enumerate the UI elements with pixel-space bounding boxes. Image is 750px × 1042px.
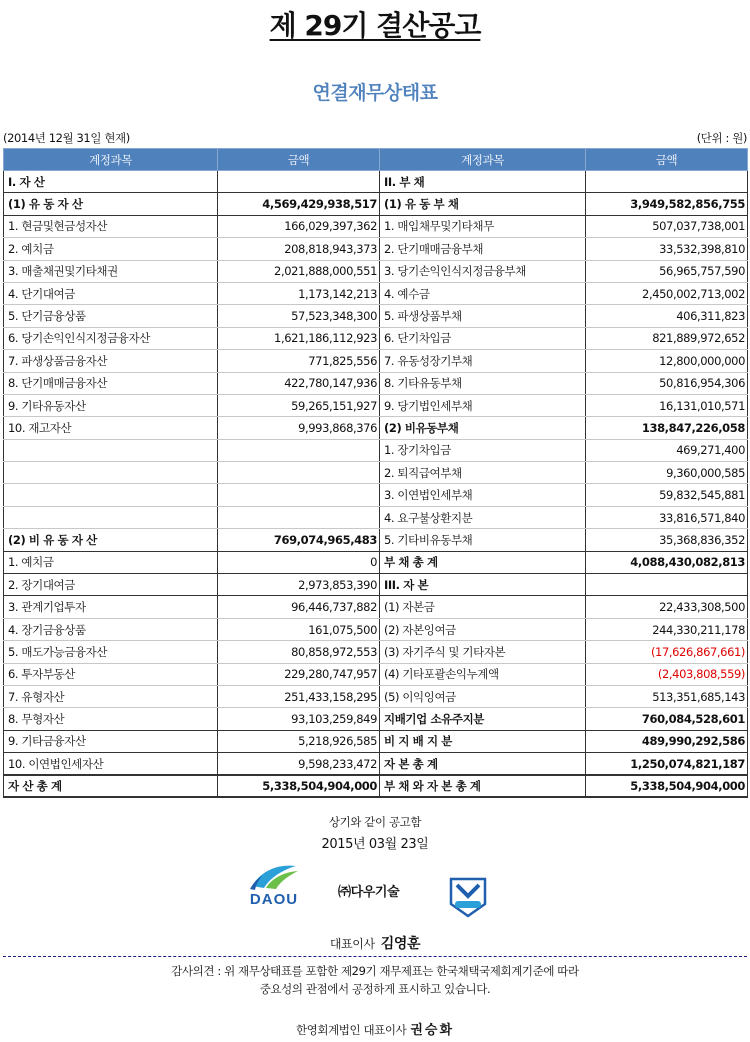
liability-account-cell: 2. 퇴직급여부채 bbox=[380, 462, 586, 484]
daou-logo-text: DAOU bbox=[249, 891, 299, 908]
liability-amount-cell: 760,084,528,601 bbox=[586, 708, 748, 730]
table-row bbox=[4, 753, 748, 775]
table-row bbox=[4, 417, 748, 439]
liability-account-cell: (3) 자기주식 및 기타자본 bbox=[380, 641, 586, 663]
asset-account-cell: 1. 예치금 bbox=[4, 551, 218, 573]
liability-account-cell: 5. 파생상품부채 bbox=[380, 305, 586, 327]
table-row bbox=[4, 618, 748, 640]
liability-account-cell: (2) 자본잉여금 bbox=[380, 618, 586, 640]
table-header-row bbox=[4, 149, 748, 171]
asset-amount-cell: 59,265,151,927 bbox=[218, 394, 380, 416]
asset-account-cell: (2) 비 유 동 자 산 bbox=[4, 529, 218, 551]
liability-account-cell: 7. 유동성장기부채 bbox=[380, 350, 586, 372]
table-row bbox=[4, 730, 748, 752]
liability-amount-cell: 469,271,400 bbox=[586, 439, 748, 461]
liability-amount-cell: 56,965,757,590 bbox=[586, 260, 748, 282]
asset-account-cell: (1) 유 동 자 산 bbox=[4, 193, 218, 215]
daou-swoosh-icon bbox=[244, 862, 304, 892]
table-row bbox=[4, 439, 748, 461]
company-seal-icon bbox=[447, 876, 489, 918]
liability-account-cell: 1. 매입채무및기타채무 bbox=[380, 215, 586, 237]
liability-account-cell: 6. 단기차입금 bbox=[380, 327, 586, 349]
liability-account-cell: 1. 장기차입금 bbox=[380, 439, 586, 461]
page-title: 제 29기 결산공고 bbox=[269, 9, 481, 42]
asset-account-cell: 2. 예치금 bbox=[4, 238, 218, 260]
liability-account-cell: 지배기업 소유주지분 bbox=[380, 708, 586, 730]
table-row bbox=[4, 215, 748, 237]
audit-opinion-line-1: 감사의견 : 위 재무상태표를 포함한 제29기 재무제표는 한국채택국제회계기준에 따라 bbox=[171, 964, 579, 978]
asset-account-cell bbox=[4, 439, 218, 461]
asset-amount-cell: 771,825,556 bbox=[218, 350, 380, 372]
liability-account-cell: (1) 자본금 bbox=[380, 596, 586, 618]
liability-account-cell: 5. 기타비유동부채 bbox=[380, 529, 586, 551]
auditor-firm: 한영회계법인 대표이사 bbox=[295, 1023, 407, 1037]
asset-account-cell: 3. 매출채권및기타채권 bbox=[4, 260, 218, 282]
liability-account-cell: 4. 예수금 bbox=[380, 282, 586, 304]
liability-amount-cell: 33,816,571,840 bbox=[586, 506, 748, 528]
asset-account-cell: 4. 단기대여금 bbox=[4, 282, 218, 304]
liability-amount-cell: 489,990,292,586 bbox=[586, 730, 748, 752]
liability-amount-cell: 821,889,972,652 bbox=[586, 327, 748, 349]
liability-account-cell: (2) 비유동부채 bbox=[380, 417, 586, 439]
table-row bbox=[4, 708, 748, 730]
asset-account-cell bbox=[4, 484, 218, 506]
asset-amount-cell bbox=[218, 484, 380, 506]
table-row bbox=[4, 305, 748, 327]
liability-account-cell: 부 채 총 계 bbox=[380, 551, 586, 573]
asset-account-cell bbox=[4, 506, 218, 528]
asset-amount-cell: 5,218,926,585 bbox=[218, 730, 380, 752]
asset-amount-cell: 9,598,233,472 bbox=[218, 753, 380, 775]
liability-account-cell: 자 본 총 계 bbox=[380, 753, 586, 775]
audit-opinion-line-2: 중요성의 관점에서 공정하게 표시하고 있습니다. bbox=[259, 982, 491, 996]
liability-account-cell: 3. 이연법인세부채 bbox=[380, 484, 586, 506]
header-account-right: 계정과목 bbox=[380, 149, 586, 171]
auditor-line bbox=[0, 1019, 750, 1038]
liability-amount-cell: 9,360,000,585 bbox=[586, 462, 748, 484]
logo-row bbox=[0, 862, 750, 922]
liability-amount-cell: 513,351,685,143 bbox=[586, 685, 748, 707]
table-row bbox=[4, 193, 748, 215]
asset-amount-cell: 80,858,972,553 bbox=[218, 641, 380, 663]
asset-account-cell: 5. 매도가능금융자산 bbox=[4, 641, 218, 663]
asset-amount-cell: 769,074,965,483 bbox=[218, 529, 380, 551]
liability-amount-cell: 35,368,836,352 bbox=[586, 529, 748, 551]
asset-amount-cell: 161,075,500 bbox=[218, 618, 380, 640]
asset-account-cell: 10. 이연법인세자산 bbox=[4, 753, 218, 775]
header-account-left: 계정과목 bbox=[4, 149, 218, 171]
table-row bbox=[4, 171, 748, 193]
asset-account-cell: 2. 장기대여금 bbox=[4, 574, 218, 596]
table-row bbox=[4, 596, 748, 618]
asset-account-cell: 7. 유형자산 bbox=[4, 685, 218, 707]
ceo-line bbox=[0, 933, 750, 953]
audit-opinion bbox=[0, 962, 750, 998]
table-row bbox=[4, 775, 748, 797]
asset-amount-cell: 208,818,943,373 bbox=[218, 238, 380, 260]
table-row bbox=[4, 238, 748, 260]
statement-subtitle: 연결재무상태표 bbox=[312, 82, 438, 104]
asset-amount-cell: 5,338,504,904,000 bbox=[218, 775, 380, 797]
asset-amount-cell bbox=[218, 439, 380, 461]
liability-account-cell: 4. 요구불상환지분 bbox=[380, 506, 586, 528]
liability-amount-cell: 1,250,074,821,187 bbox=[586, 753, 748, 775]
liability-account-cell: 2. 단기매매금융부채 bbox=[380, 238, 586, 260]
asset-amount-cell: 229,280,747,957 bbox=[218, 663, 380, 685]
table-row bbox=[4, 685, 748, 707]
asset-amount-cell: 166,029,397,362 bbox=[218, 215, 380, 237]
ceo-name: 김영훈 bbox=[380, 936, 421, 952]
liability-amount-cell: (17,626,867,661) bbox=[586, 641, 748, 663]
asset-amount-cell: 422,780,147,936 bbox=[218, 372, 380, 394]
asset-amount-cell: 93,103,259,849 bbox=[218, 708, 380, 730]
asset-amount-cell bbox=[218, 462, 380, 484]
liability-amount-cell: 4,088,430,082,813 bbox=[586, 551, 748, 573]
asset-account-cell: 6. 당기손익인식지정금융자산 bbox=[4, 327, 218, 349]
asset-account-cell: 1. 현금및현금성자산 bbox=[4, 215, 218, 237]
liability-account-cell: II. 부 채 bbox=[380, 171, 586, 193]
liability-account-cell: 3. 당기손익인식지정금융부채 bbox=[380, 260, 586, 282]
asset-account-cell: 9. 기타금융자산 bbox=[4, 730, 218, 752]
asset-account-cell: 8. 단기매매금융자산 bbox=[4, 372, 218, 394]
table-body bbox=[4, 171, 748, 798]
table-row bbox=[4, 462, 748, 484]
auditor-name: 권승화 bbox=[410, 1023, 455, 1038]
table-row bbox=[4, 663, 748, 685]
liability-amount-cell: 50,816,954,306 bbox=[586, 372, 748, 394]
table-row bbox=[4, 394, 748, 416]
unit-label: (단위 : 원) bbox=[696, 131, 747, 145]
balance-sheet-table bbox=[3, 148, 748, 798]
liability-account-cell: 비 지 배 지 분 bbox=[380, 730, 586, 752]
asset-amount-cell: 9,993,868,376 bbox=[218, 417, 380, 439]
table-row bbox=[4, 282, 748, 304]
table-row bbox=[4, 574, 748, 596]
liability-amount-cell: (2,403,808,559) bbox=[586, 663, 748, 685]
asset-amount-cell: 1,173,142,213 bbox=[218, 282, 380, 304]
table-row bbox=[4, 372, 748, 394]
statement-note: 상기와 같이 공고함 bbox=[328, 815, 422, 829]
table-row bbox=[4, 327, 748, 349]
liability-amount-cell: 16,131,010,571 bbox=[586, 394, 748, 416]
dashed-divider bbox=[3, 956, 747, 957]
asset-account-cell: 5. 단기금융상품 bbox=[4, 305, 218, 327]
asset-amount-cell bbox=[218, 171, 380, 193]
liability-amount-cell: 22,433,308,500 bbox=[586, 596, 748, 618]
table-row bbox=[4, 350, 748, 372]
table-row bbox=[4, 506, 748, 528]
liability-amount-cell bbox=[586, 574, 748, 596]
table-row bbox=[4, 641, 748, 663]
asset-amount-cell: 251,433,158,295 bbox=[218, 685, 380, 707]
liability-amount-cell: 138,847,226,058 bbox=[586, 417, 748, 439]
asset-account-cell: 자 산 총 계 bbox=[4, 775, 218, 797]
asset-amount-cell: 57,523,348,300 bbox=[218, 305, 380, 327]
meta-row bbox=[3, 130, 747, 146]
table-row bbox=[4, 260, 748, 282]
liability-account-cell: 9. 당기법인세부채 bbox=[380, 394, 586, 416]
asset-account-cell: 8. 무형자산 bbox=[4, 708, 218, 730]
liability-account-cell: (5) 이익잉여금 bbox=[380, 685, 586, 707]
company-name: ㈜다우기술 bbox=[338, 885, 400, 900]
asset-amount-cell: 2,973,853,390 bbox=[218, 574, 380, 596]
asset-amount-cell: 96,446,737,882 bbox=[218, 596, 380, 618]
asset-account-cell: I. 자 산 bbox=[4, 171, 218, 193]
asset-amount-cell: 4,569,429,938,517 bbox=[218, 193, 380, 215]
table-row bbox=[4, 529, 748, 551]
liability-account-cell: (1) 유 동 부 채 bbox=[380, 193, 586, 215]
asset-account-cell bbox=[4, 462, 218, 484]
asset-account-cell: 6. 투자부동산 bbox=[4, 663, 218, 685]
liability-amount-cell: 33,532,398,810 bbox=[586, 238, 748, 260]
liability-account-cell: 8. 기타유동부채 bbox=[380, 372, 586, 394]
header-amount-left: 금액 bbox=[218, 149, 380, 171]
asset-account-cell: 10. 재고자산 bbox=[4, 417, 218, 439]
table-row bbox=[4, 484, 748, 506]
table-row bbox=[4, 551, 748, 573]
liability-amount-cell: 59,832,545,881 bbox=[586, 484, 748, 506]
asset-amount-cell: 0 bbox=[218, 551, 380, 573]
liability-amount-cell: 3,949,582,856,755 bbox=[586, 193, 748, 215]
daou-logo bbox=[244, 862, 304, 912]
as-of-date: (2014년 12월 31일 현재) bbox=[3, 131, 130, 145]
liability-amount-cell: 244,330,211,178 bbox=[586, 618, 748, 640]
asset-amount-cell: 2,021,888,000,551 bbox=[218, 260, 380, 282]
liability-account-cell: 부 채 와 자 본 총 계 bbox=[380, 775, 586, 797]
liability-account-cell: (4) 기타포괄손익누계액 bbox=[380, 663, 586, 685]
asset-account-cell: 4. 장기금융상품 bbox=[4, 618, 218, 640]
liability-amount-cell bbox=[586, 171, 748, 193]
liability-account-cell: III. 자 본 bbox=[380, 574, 586, 596]
asset-amount-cell bbox=[218, 506, 380, 528]
header-amount-right: 금액 bbox=[586, 149, 748, 171]
liability-amount-cell: 507,037,738,001 bbox=[586, 215, 748, 237]
asset-account-cell: 3. 관계기업투자 bbox=[4, 596, 218, 618]
ceo-role: 대표이사 bbox=[329, 937, 375, 951]
liability-amount-cell: 406,311,823 bbox=[586, 305, 748, 327]
asset-account-cell: 7. 파생상품금융자산 bbox=[4, 350, 218, 372]
liability-amount-cell: 2,450,002,713,002 bbox=[586, 282, 748, 304]
asset-amount-cell: 1,621,186,112,923 bbox=[218, 327, 380, 349]
announcement-date: 2015년 03월 23일 bbox=[321, 837, 429, 852]
liability-amount-cell: 12,800,000,000 bbox=[586, 350, 748, 372]
asset-account-cell: 9. 기타유동자산 bbox=[4, 394, 218, 416]
liability-amount-cell: 5,338,504,904,000 bbox=[586, 775, 748, 797]
